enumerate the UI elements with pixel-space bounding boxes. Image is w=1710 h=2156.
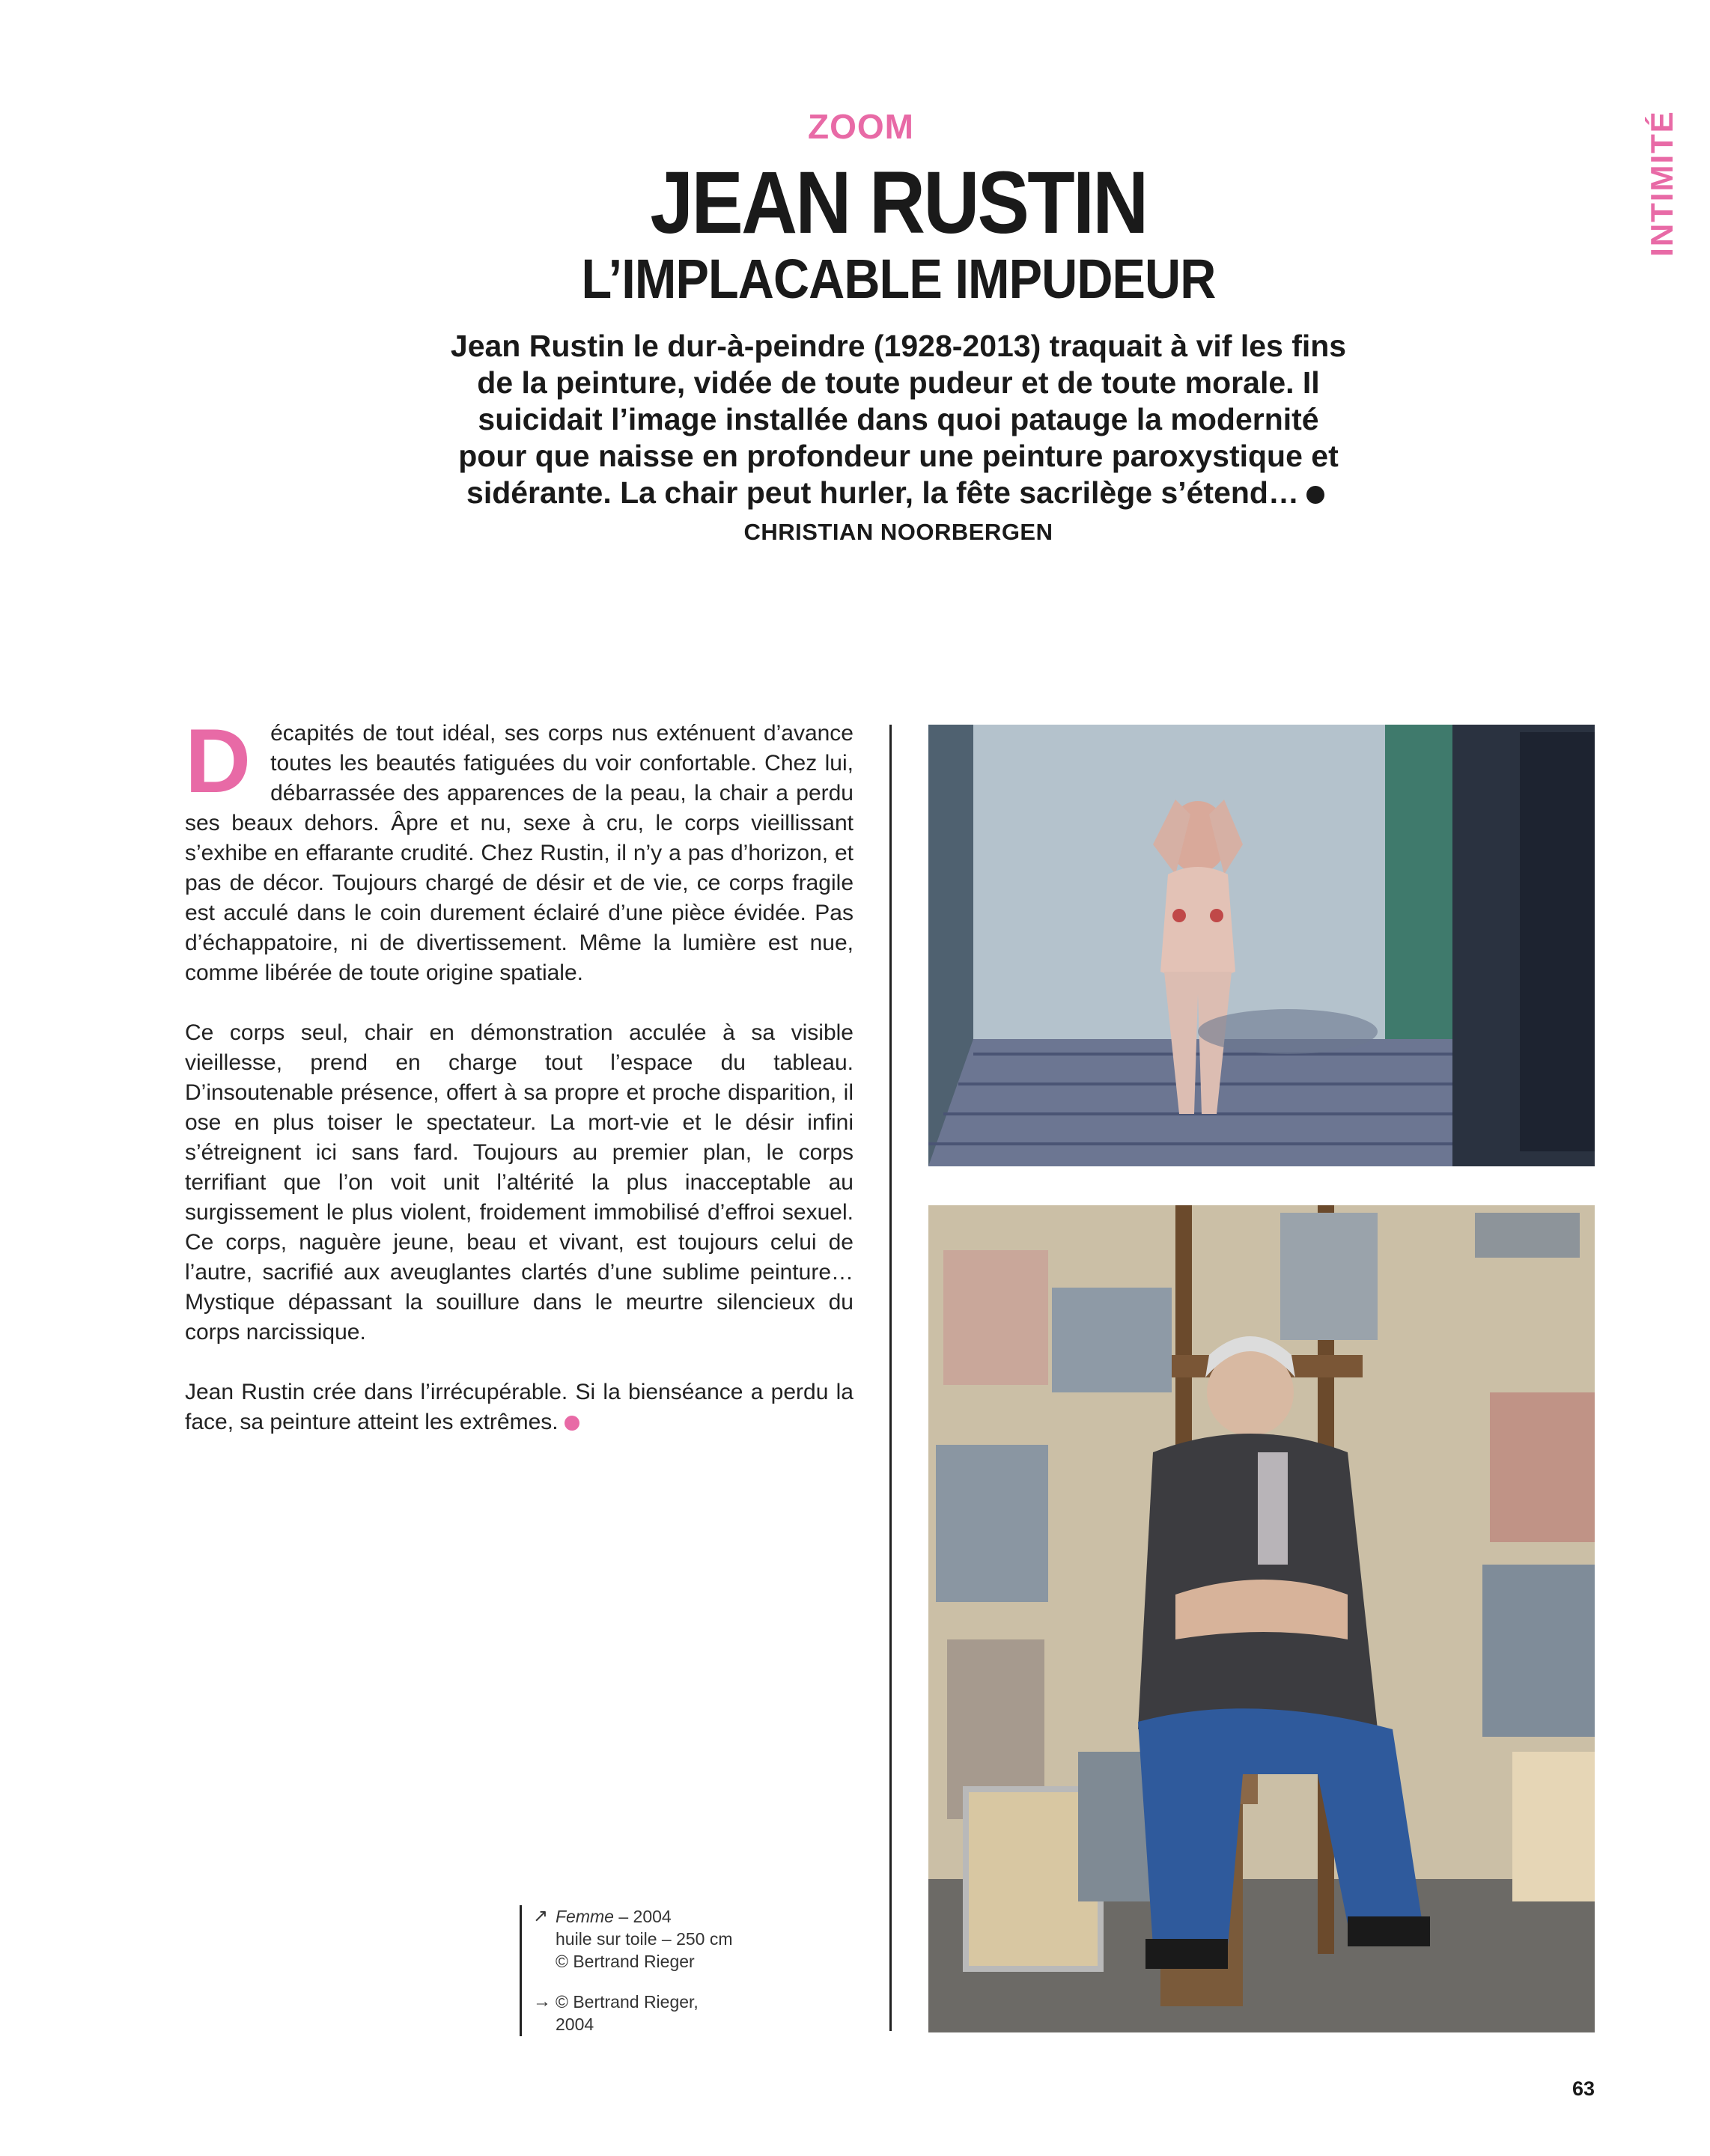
article-title: JEAN RUSTIN xyxy=(650,153,1147,252)
arrow-up-right-icon: ↗ xyxy=(533,1906,549,1926)
painting-femme xyxy=(928,725,1595,1166)
column-divider xyxy=(889,725,892,2031)
paragraph-3: Jean Rustin crée dans l’irrécupérable. Si la bienséance a perdu la face, sa peinture atteint les extrêmes. xyxy=(185,1380,854,1434)
caption-photo: → © Bertrand Rieger, 2004 xyxy=(533,1991,699,2034)
paragraph-2: Ce corps seul, chair en démonstration acculée à sa visible vieillesse, prend en charge tout l’espace du tableau. D’insoutenable présence, offert à sa propre et proche disparition, il ose en plus toiser le spectateur. La mort-vie et le désir infini s’étreignent ici sans fard. Toujours au premier plan, le corps terrifiant que l’on voit unit l’altérité la plus inacceptable au surgissement le plus violent, froidement immobilisé d’effroi sexuel. Ce corps, naguère jeune, beau et vivant, est toujours celui de l’autre, sacrifié aux aveuglantes clartés d’une sublime peinture… Mystique dépassant la souillure dans le meurtre silencieux du corps narcissique. xyxy=(185,1020,854,1345)
article-body xyxy=(185,710,854,1467)
caption-painting: ↗ Femme – 2004 huile sur toile – 250 cm © Bertrand Rieger xyxy=(533,1906,733,1971)
drop-cap: D xyxy=(185,710,252,811)
artist-studio-photo xyxy=(928,1205,1595,2032)
end-mark-icon xyxy=(565,1416,579,1431)
rubric: ZOOM xyxy=(808,107,914,146)
painting-femme-illustration xyxy=(928,725,1595,1166)
article-subtitle: L’IMPLACABLE IMPUDEUR xyxy=(581,248,1216,310)
chapo-text: Jean Rustin le dur-à-peindre (1928-2013) traquait à vif les fins de la peinture, vidée de toute pudeur et de toute morale. Il suicidait l’image installée dans quoi patauge la modernité pour que naisse en profondeur une peinture paroxystique et sidérante. La chair peut hurler, la fête sacrilège s’étend… xyxy=(450,329,1347,510)
captions xyxy=(533,1905,795,2053)
author-name: CHRISTIAN NOORBERGEN xyxy=(743,519,1053,545)
caption-divider xyxy=(520,1905,522,2036)
page-number: 63 xyxy=(1571,2077,1595,2100)
arrow-right-icon: → xyxy=(533,1991,551,2012)
chapo xyxy=(449,328,1348,550)
section-label: INTIMITÉ xyxy=(1644,110,1679,257)
bullet-icon xyxy=(1306,486,1324,504)
paragraph-1: Décapités de tout idéal, ses corps nus exténuent d’avance toutes les beautés fatiguées du voir confortable. Chez lui, débarrassée des apparences de la peau, la chair a perdu ses beaux dehors. Âpre et nu, sexe à cru, le corps vieillissant s’exhibe en effarante crudité. Chez Rustin, il n’y a pas d’horizon, et pas de décor. Toujours chargé de désir et de vie, ce corps fragile est acculé dans le coin durement éclairé d’une pièce évidée. Pas d’échappatoire, ni de divertissement. Même la lumière est nue, comme libérée de toute origine spatiale. xyxy=(185,710,854,985)
artist-studio-illustration xyxy=(928,1205,1595,2032)
